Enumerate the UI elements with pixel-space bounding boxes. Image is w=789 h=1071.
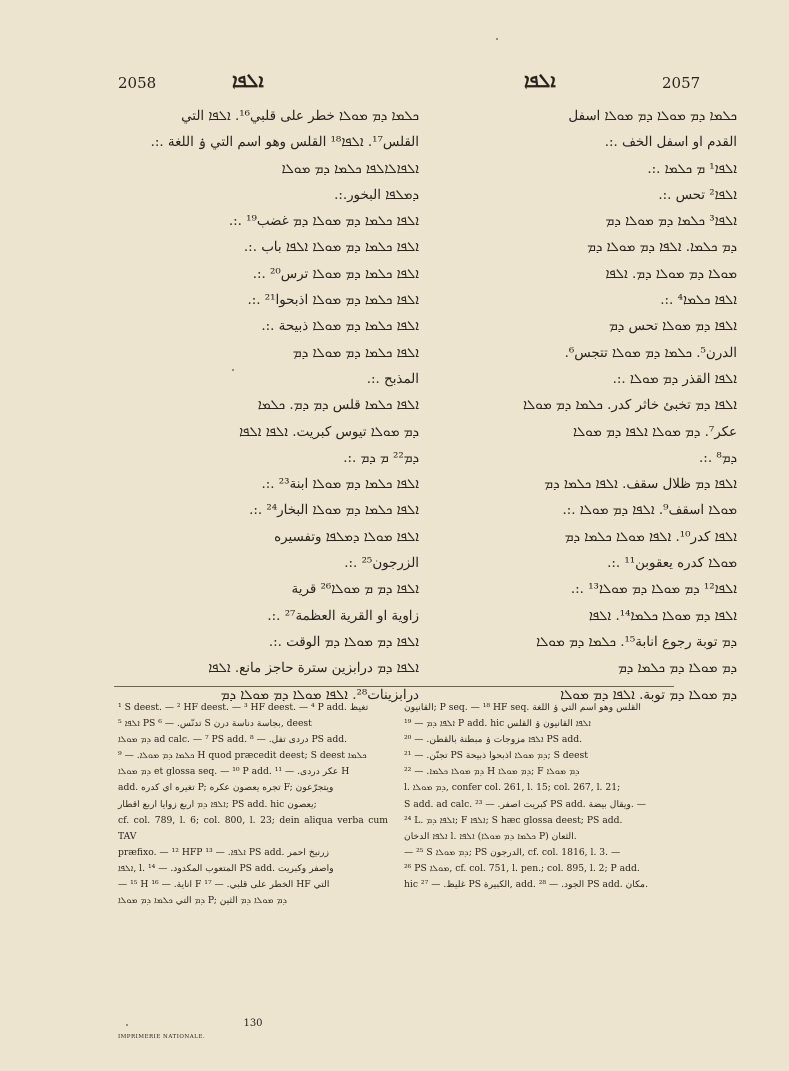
footnote-line: تجنّن. — ²¹ PS ܕܡ ܡܘܠܐ اذبحوا ذبيحة; S deest	[404, 750, 588, 762]
text-line: ܐܠܦܐ¹ ܡ ܟܠܡܐ .:.	[647, 161, 737, 177]
text-line: ܟܠܡܐ ܕܡ ܡܘܠܐ ܕܡ ܡܘܠܐ اسفل	[568, 109, 737, 124]
text-line: ܐܠܦܐ ܟܠܡܐ قلس ܕܡ ܕܡ. ܟܠܡܐ	[257, 398, 419, 414]
text-line: ܡܘܠܐ كدره يعقوبن¹¹ .:.	[607, 556, 737, 572]
text-line: القلس¹⁷. ܐܠܦܐ¹⁸ القلس وهو اسم التي ۏ اللغة .:.	[150, 135, 419, 151]
text-line: ܐܠܦܐ ܕܡ ظلال سقف. ܐܠܦܐ ܟܠܡܐ ܕܡ	[544, 477, 737, 493]
text-line: ܐܠܦܐ ܕܡ تخبئ خاثر كدر. ܟܠܡܐ ܕܡ ܡܘܠܐ	[522, 398, 737, 414]
text-line: ܐܠܦܐ ܕܡ ܡ ܡܘܠܐ²⁶ قرية	[291, 582, 419, 598]
text-line: ܕܡ ܟܠܡܐ. ܐܠܦܐ ܕܡ ܡܘܠܐ ܕܡ	[587, 240, 737, 256]
paper-speck	[126, 1024, 128, 1026]
printer-imprint: IMPRIMERIE NATIONALE.	[118, 1034, 206, 1040]
text-line: ܐܠܦܐ ܕܡ ܡܘܠܐ ܟܠܡܐ¹⁴. ܐܠܦܐ	[588, 608, 737, 624]
footnote-line: ܐܠܦܐ مزوجات ۏ مبطنة بالقطن. — ²⁰ PS add.	[404, 734, 583, 746]
text-line: ܐܠܦܐ³ ܟܠܡܐ ܕܡ ܡܘܠܐ ܕܡ	[605, 214, 737, 230]
footnote-line: cf. col. 789, l. 6; col. 800, l. 23; dein aliqua verba cum TAV	[118, 814, 388, 842]
text-line: ܐܠܦܐ ܟܠܡܐ ܕܡ ܡܘܠܐ ܕܡ	[292, 345, 419, 361]
text-line: ܕܡ ܡܘܠܐ ܕܡ ܟܠܡܐ ܕܡ	[617, 661, 737, 677]
text-line: القدم او اسفل الخف .:.	[604, 135, 737, 151]
footnotes-right	[404, 700, 674, 893]
footnote-divider	[114, 686, 674, 687]
footnote-line: hic غليظ. — ²⁷ PS الكبيرة, add. الجود. — ²⁸ PS add. مكان.	[404, 879, 649, 891]
text-line: ܐܠܦܐ ܟܠܡܐ ܕܡ ܡܘܠܐ ذبيحة .:.	[261, 319, 419, 335]
text-line: ܕܡ ܡܘܠܐ تيوس كبريت. ܐܠܦܐ ܐܠܦܐ	[239, 424, 419, 440]
footnote-line: ܐܠܦܐ, l. المتعوب المكدود. — ¹⁴ PS add. واصفر وكبريت	[118, 862, 334, 874]
text-line: ܐܠܦܐܠܐܠܦܐ ܟܠܡܐ ܕܡ ܡܘܠܐ	[281, 161, 419, 177]
footnote-line: ¹ S deest. — ² HF deest. — ³ HF deest. — ⁴ P add. تغيظ	[118, 702, 369, 713]
signature-mark: 130	[243, 1018, 263, 1029]
text-line: ܕܡ⁸ .:.	[699, 450, 737, 466]
footnote-line: ܕܡ ܡܘܠܐ et glossa seq. — ¹⁰ P add. عكر دردى. — ¹¹ H	[118, 766, 350, 778]
text-line: ܐܠܦܐ ܟܠܡܐ ܕܡ ܡܘܠܐ ترس²⁰ .:.	[252, 266, 419, 282]
footnote-line: ܕܡ ܡܘܠܐ ad calc. — ⁷ PS add. دردى تفل. — ⁸ PS add.	[118, 734, 348, 746]
footnote-line: — ²⁵ S ܕܡ ܡܘܠܐ; PS الدرجون, cf. col. 1816, l. 3. —	[404, 846, 621, 858]
text-line: ܐܠܦܐ كدر¹⁰. ܐܠܦܐ ܡܘܠܐ ܟܠܡܐ ܕܡ	[564, 529, 737, 545]
paper-speck	[232, 369, 234, 371]
footnote-line: ܐܠܦܐ ⁵ PS تدنّس. — ⁶ S بجاسة دناسة درن, deest	[118, 718, 312, 730]
page-number-left: 2058	[118, 74, 157, 92]
running-head-left: ܐܠܦܐ	[232, 70, 264, 92]
right-text-column	[432, 104, 737, 709]
footnote-line: ܕܡ التي ܟܠܡܐ ܕܡ ܡܘܠܐ P; ܕܡ ܡܘܠܐ ܕܡ الثين	[118, 895, 288, 907]
text-line: ܐܠܦܐ ܟܠܡܐ ܕܡ ܡܘܠܐ ܕܡ غضب¹⁹ .:.	[228, 214, 419, 230]
text-line: ܟܠܡܐ ܕܡ ܡܘܠܐ خطر على قلبي¹⁶. ܐܠܦܐ التي	[181, 109, 419, 124]
page-number-right: 2057	[662, 74, 701, 92]
footnote-line: ܐܠܦܐ ܕܡ — ¹⁹ P add. hic ܐܠܦܐ القانيون ۏ القلس	[404, 718, 592, 730]
text-line: ܐܠܦܐ¹² ܕܡ ܡܘܠܐ ܕܡ ܡܘܠܐ¹³ .:.	[570, 582, 737, 598]
text-line: المذبح .:.	[366, 371, 419, 387]
text-line: ܡܘܠܐ ܕܡ ܡܘܠܐ ܕܡ. ܐܠܦܐ	[605, 266, 737, 282]
text-line: درابزينات²⁸. ܐܠܦܐ ܡܘܠܐ ܕܡ ܡܘܠܐ ܕܡ	[220, 687, 419, 703]
text-line: ܕܡ ܡܘܠܐ ܕܡ توبة. ܐܠܦܐ ܕܡ ܡܘܠܐ	[560, 687, 737, 703]
text-line: زاوية او القرية العظمة²⁷ .:.	[267, 608, 419, 624]
text-line: ܐܠܦܐ ܡܘܠܐ ܕܡܠܦܐ وتفسيره	[274, 529, 419, 545]
footnotes-left	[118, 700, 388, 909]
text-line: ܐܠܦܐ القذر ܕܡ ܡܘܠܐ .:.	[612, 371, 737, 387]
text-line: ܕܡ توبة رجوع انابة¹⁵. ܟܠܡܐ ܕܡ ܡܘܠܐ	[536, 634, 737, 650]
footnote-line: — ¹⁵ H اناية. — ¹⁶ F الخطر على قلبي. — ¹⁷ HF التي	[118, 879, 330, 891]
footnote-line: ²⁴ L. ܐܠܦܐ ܕܡ; F ܐܠܦܐ; S hæc glossa deest; PS add.	[404, 814, 623, 826]
text-line: ܐܠܦܐ ܟܠܡܐ ܕܡ ܡܘܠܐ ابنة²³ .:.	[261, 477, 419, 493]
text-line: الزرجون²⁵ .:.	[344, 556, 419, 572]
left-text-column	[114, 104, 419, 709]
text-line: ܐܠܦܐ ܕܡ درابزين سترة حاجز مانع. ܐܠܦܐ	[208, 661, 419, 677]
text-line: الدرن⁵. ܟܠܡܐ ܕܡ ܡܘܠܐ تتجس⁶.	[564, 345, 737, 361]
text-line: ܐܠܦܐ ܕܡ ܡܘܠܐ تحس ܕܡ	[608, 319, 737, 335]
running-head-right: ܐܠܦܐ	[524, 70, 556, 92]
footnote-line: l. ܕܡ ܡܘܠܐ, confer col. 261, l. 15; col. 267, l. 21;	[404, 782, 621, 794]
text-line: ܐܠܦܐ ܟܠܡܐ ܕܡ ܡܘܠܐ ܐܠܦܐ باب .:.	[243, 240, 419, 256]
text-line: ܕܡܠܦܐ البخور.:.	[334, 187, 419, 203]
footnote-line: S add. ad calc. كبريت اصفر. — ²³ PS add. ويقال بيضة. —	[404, 798, 646, 810]
footnote-line: ܐܠܦܐ ܕܡ اربع زوايا اربع اقطار; PS add. hic يعصون;	[118, 798, 317, 810]
footnote-line: præfixo. — ¹² HFP ܐܠܦܐ. — ¹³ PS add. زرنيخ احمر	[118, 846, 330, 858]
text-line: ܐܠܦܐ ܟܠܡܐ⁴ .:.	[660, 293, 737, 309]
footnote-line: ܕܡ ܡܘܠܐ ܟܠܡܐ. — ²² H ܕܡ ܡܘܠܐ; F ܕܡ ܡܘܠܐ	[404, 766, 580, 778]
text-line: ܕܡ²² ܡ ܕܡ .:.	[343, 450, 419, 466]
footnote-line: add. تغيره اي كدره P; تجره يعصون عكره F; ويتجرّعون	[118, 782, 334, 794]
text-line: ܐܠܦܐ ܕܡ ܡܘܠܐ ܕܡ الوقت .:.	[268, 634, 419, 650]
paper-speck	[496, 38, 498, 40]
footnote-line: ܟܠܡܐ ܕܡ ܡܘܠܐ. — ⁹ H quod præcedit deest; S deest ܟܠܡܐ	[118, 750, 367, 762]
text-line: ܐܠܦܐ ܟܠܡܐ ܕܡ ܡܘܠܐ اذبحوا²¹ .:.	[247, 293, 419, 309]
footnote-line: القانيون; P seq. — ¹⁸ HF seq. القلس وهو اسم التي ۏ اللغة	[404, 702, 641, 713]
text-line: ܡܘܠܐ اسقف⁹. ܐܠܦܐ ܕܡ ܡܘܠܐ .:.	[562, 503, 737, 519]
footnote-line: ²⁶ PS ܡܘܠܐ, cf. col. 751, l. pen.; col. 895, l. 2; P add.	[404, 862, 640, 874]
text-line: ܐܠܦܐ ܟܠܡܐ ܕܡ ܡܘܠܐ البخار²⁴ .:.	[249, 503, 419, 519]
text-line: عكر⁷. ܕܡ ܡܘܠܐ ܐܠܦܐ ܕܡ ܡܘܠܐ	[573, 424, 737, 440]
text-line: ܐܠܦܐ² تحس .:.	[658, 187, 737, 203]
footnote-line: ܐܠܦܐ الدخان l. ܐܠܦܐ (ܟܠܡܐ ܕܡ ܡܘܠܐ P) الثعان.	[404, 830, 577, 842]
